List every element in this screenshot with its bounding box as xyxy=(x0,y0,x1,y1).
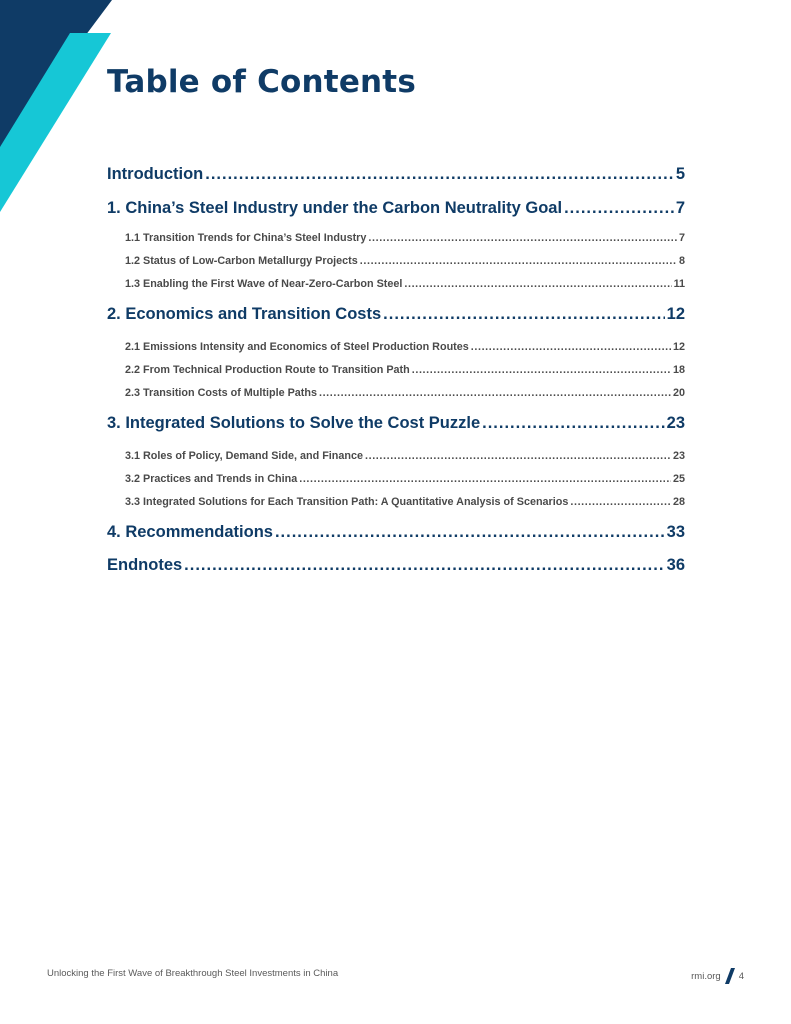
dot-leader xyxy=(482,414,665,433)
toc-entry-section-4[interactable] xyxy=(107,523,685,542)
toc-entry-label: 3.2 Practices and Trends in China xyxy=(125,473,298,485)
toc-entry-label: 3.3 Integrated Solutions for Each Transition Path: A Quantitative Analysis of Scenarios xyxy=(125,496,569,508)
dot-leader xyxy=(319,387,671,399)
dot-leader xyxy=(564,199,674,218)
toc-entry-section-1[interactable] xyxy=(107,199,685,218)
toc-entry-section-2-1[interactable] xyxy=(125,341,685,353)
toc-entry-label: 2.1 Emissions Intensity and Economics of Steel Production Routes xyxy=(125,341,469,353)
toc-entry-label: 2.3 Transition Costs of Multiple Paths xyxy=(125,387,317,399)
corner-graphic xyxy=(0,0,120,215)
dot-leader xyxy=(404,278,671,290)
footer-document-title: Unlocking the First Wave of Breakthrough Steel Investments in China xyxy=(47,968,339,979)
toc-entry-label: 2. Economics and Transition Costs xyxy=(107,305,382,323)
toc-entry-section-3-3[interactable] xyxy=(125,496,685,508)
dot-leader xyxy=(471,341,671,353)
toc-entry-label: 1.1 Transition Trends for China’s Steel Industry xyxy=(125,232,367,244)
toc-entry-page: 23 xyxy=(666,414,685,432)
dot-leader xyxy=(365,450,671,462)
toc-entry-label: 4. Recommendations xyxy=(107,523,273,541)
footer-page-info xyxy=(691,968,744,984)
toc-entry-page: 5 xyxy=(675,165,685,183)
toc-entry-section-2[interactable] xyxy=(107,305,685,324)
toc-entry-page: 12 xyxy=(672,341,685,353)
dot-leader xyxy=(205,165,674,184)
toc-entry-page: 25 xyxy=(672,473,685,485)
toc-entry-page: 33 xyxy=(666,523,685,541)
toc-entry-label: Endnotes xyxy=(107,556,183,574)
toc-entry-section-1-1[interactable] xyxy=(125,232,685,244)
toc-entry-section-1-2[interactable] xyxy=(125,255,685,267)
dot-leader xyxy=(570,496,671,508)
toc-entry-introduction[interactable] xyxy=(107,165,685,184)
toc-entry-section-3-1[interactable] xyxy=(125,450,685,462)
slash-icon xyxy=(725,968,735,984)
toc-entry-section-1-3[interactable] xyxy=(125,278,685,290)
toc-entry-page: 8 xyxy=(678,255,685,267)
dot-leader xyxy=(412,364,671,376)
dot-leader xyxy=(368,232,677,244)
toc-entry-endnotes[interactable] xyxy=(107,556,685,575)
toc-entry-section-3-2[interactable] xyxy=(125,473,685,485)
dot-leader xyxy=(360,255,677,267)
toc-entry-label: 3.1 Roles of Policy, Demand Side, and Finance xyxy=(125,450,363,462)
dot-leader xyxy=(299,473,671,485)
footer-site-link[interactable]: rmi.org xyxy=(691,970,721,982)
toc-entry-label: 2.2 From Technical Production Route to Transition Path xyxy=(125,364,410,376)
toc-entry-label: Introduction xyxy=(107,165,204,183)
toc-entry-label: 1. China’s Steel Industry under the Carbon Neutrality Goal xyxy=(107,199,563,217)
toc-entry-page: 28 xyxy=(672,496,685,508)
toc-entry-page: 7 xyxy=(678,232,685,244)
toc-entry-page: 20 xyxy=(672,387,685,399)
toc-entry-section-2-3[interactable] xyxy=(125,387,685,399)
dot-leader xyxy=(275,523,665,542)
toc-entry-page: 12 xyxy=(666,305,685,323)
toc-entry-page: 11 xyxy=(673,278,685,290)
page-title: Table of Contents xyxy=(107,64,416,100)
toc-entry-page: 36 xyxy=(666,556,685,574)
toc-entry-label: 3. Integrated Solutions to Solve the Cost Puzzle xyxy=(107,414,481,432)
toc-entry-label: 1.3 Enabling the First Wave of Near-Zero-Carbon Steel xyxy=(125,278,403,290)
toc-entry-section-2-2[interactable] xyxy=(125,364,685,376)
toc-entry-label: 1.2 Status of Low-Carbon Metallurgy Projects xyxy=(125,255,358,267)
toc-entry-page: 23 xyxy=(672,450,685,462)
toc-entry-section-3[interactable] xyxy=(107,414,685,433)
toc-entry-page: 18 xyxy=(672,364,685,376)
dot-leader xyxy=(184,556,664,575)
toc-entry-page: 7 xyxy=(675,199,685,217)
dot-leader xyxy=(383,305,664,324)
footer-page-number: 4 xyxy=(738,970,744,982)
